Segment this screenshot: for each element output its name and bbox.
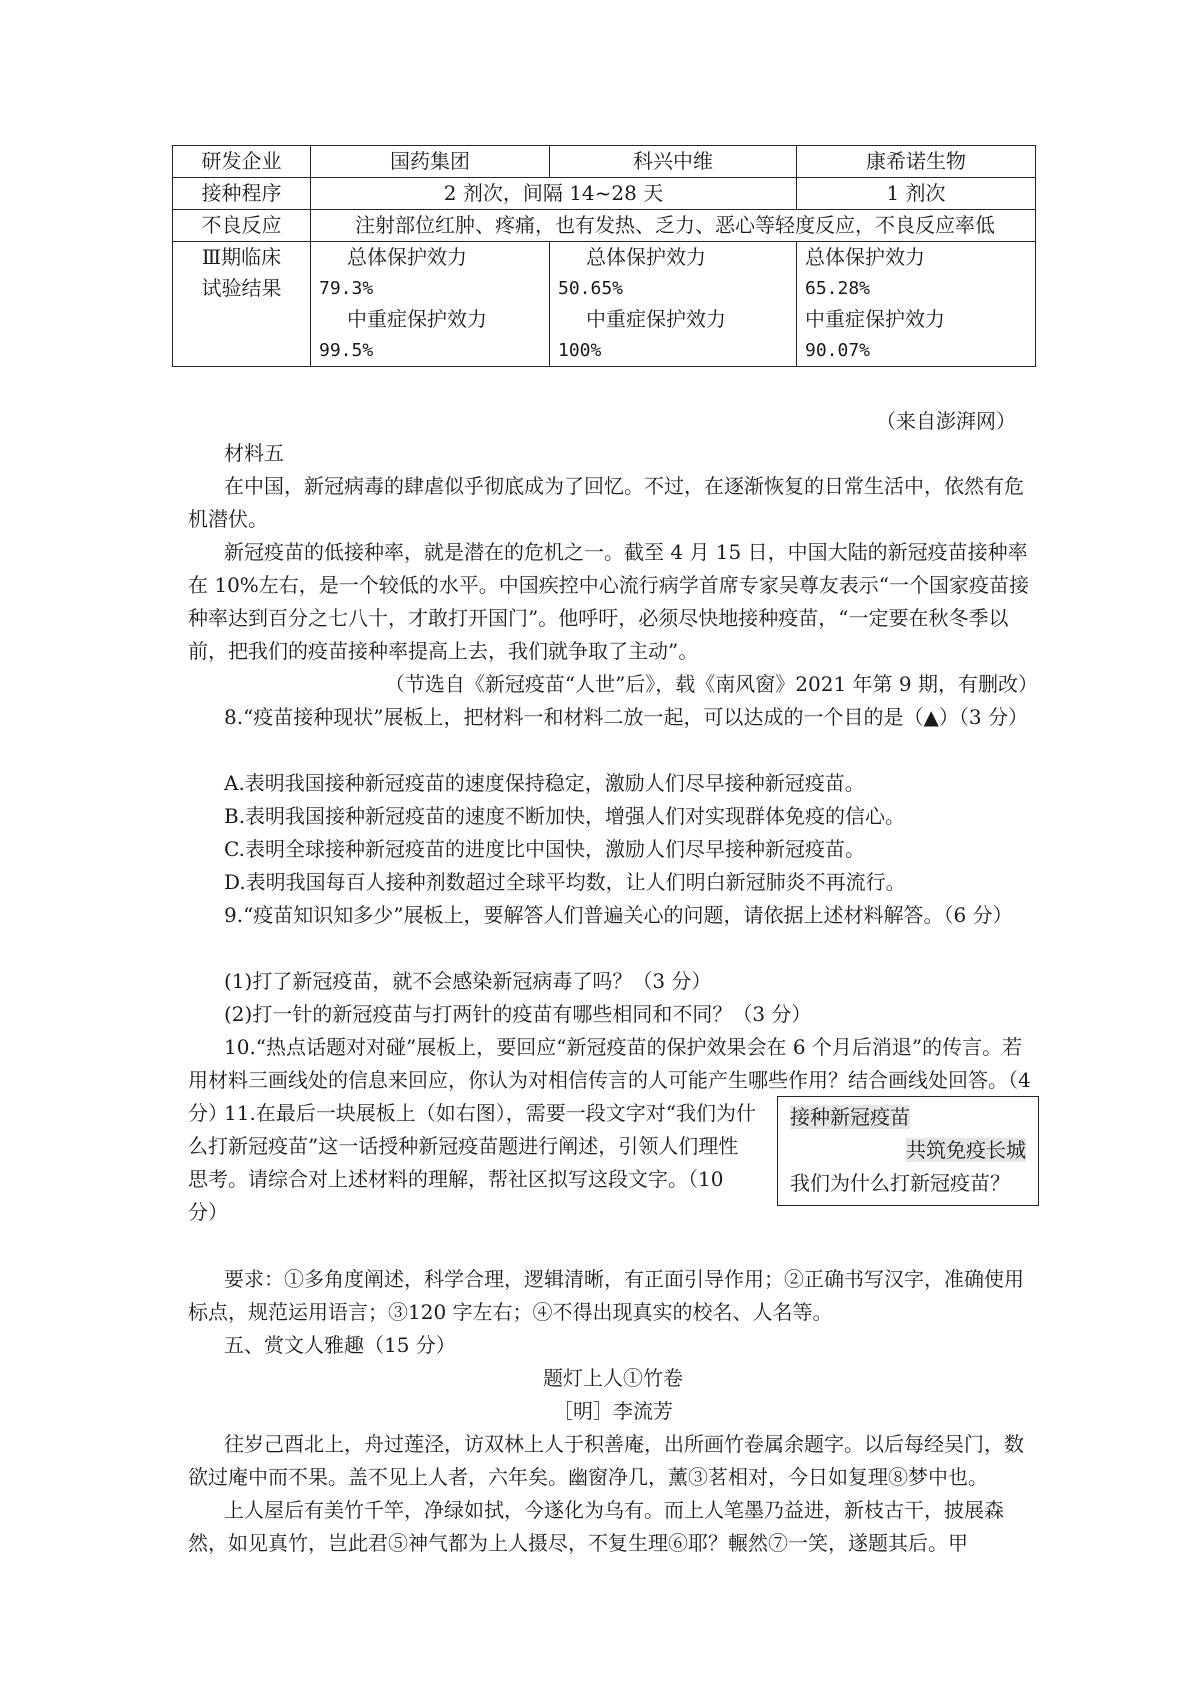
table-cell: 2 剂次，间隔 14~28 天: [311, 178, 797, 210]
table-cell: 注射部位红肿、疼痛，也有发热、乏力、恶心等轻度反应，不良反应率低: [311, 210, 1036, 242]
table-cell: [797, 242, 1036, 367]
table-row: [173, 178, 1036, 210]
poster-line-1: 接种新冠疫苗: [790, 1105, 910, 1129]
severe-label: 中重症保护效力: [586, 307, 726, 331]
row-label: 不良反应: [173, 210, 311, 242]
overall-label: 总体保护效力: [805, 245, 925, 269]
severe-value: 99.5%: [319, 340, 374, 361]
table-header-cell: 康希诺生物: [797, 146, 1036, 178]
vaccine-comparison-table: [172, 145, 1036, 367]
poem-paragraph-1: 往岁己酉北上，舟过莲泾，访双林上人于积善庵，出所画竹卷属余题字。以后每经吴门，数欲过庵中而不果。盖不见上人者，六年矣。幽窗净几，薰③茗相对，今日如复理⑧梦中也。: [188, 1432, 1024, 1489]
question-9-sub-1: (1)打了新冠疫苗，就不会感染新冠病毒了吗？（3 分）: [224, 969, 712, 993]
row-label-line: Ⅲ期临床: [201, 245, 282, 269]
row-label: 接种程序: [173, 178, 311, 210]
table-source: （来自澎湃网）: [876, 409, 1016, 433]
question-10: 10.“热点话题对对碰”展板上，要回应“新冠疫苗的保护效果会在 6 个月后消退”的传言。若用材料三画线处的信息来回应，你认为对相信传言的人可能产生哪些作用？结合画线处回答。（4 分）: [188, 1035, 1031, 1125]
overall-value: 79.3%: [319, 278, 374, 299]
poster-line-3: 我们为什么打新冠疫苗？: [790, 1171, 1010, 1195]
table-row: [173, 210, 1036, 242]
table-row: [173, 146, 1036, 178]
table-header-cell: 国药集团: [311, 146, 550, 178]
row-label: [173, 242, 311, 367]
row-label-line: 试验结果: [201, 276, 282, 300]
question-8-option-d: D.表明我国每百人接种剂数超过全球平均数，让人们明白新冠肺炎不再流行。: [224, 870, 906, 894]
severe-label: 中重症保护效力: [805, 307, 945, 331]
overall-value: 50.65%: [558, 278, 624, 299]
requirements: 要求：①多角度阐述，科学合理，逻辑清晰，有正面引导作用；②正确书写汉字，准确使用标点，规范运用语言；③120 字左右；④不得出现真实的校名、人名等。: [188, 1267, 1024, 1324]
material5-paragraph-2: 新冠疫苗的低接种率，就是潜在的危机之一。截至 4 月 15 日，中国大陆的新冠疫苗接种率在 10%左右，是一个较低的水平。中国疾控中心流行病学首席专家吴尊友表示“一个国家疫苗接种率达到百分之七八十，才敢打开国门”。他呼吁，必须尽快地接种疫苗，“一定要在秋冬季以前，把我们的疫苗接种率提高上去，我们就争取了主动”。: [188, 540, 1030, 663]
table-cell: [550, 242, 797, 367]
question-9-sub-2: (2)打一针的新冠疫苗与打两针的疫苗有哪些相同和不同？（3 分）: [224, 1002, 812, 1026]
material5-title: 材料五: [224, 441, 284, 465]
overall-value: 65.28%: [805, 278, 871, 299]
poem-paragraph-2: 上人屋后有美竹千竿，净绿如拭，今遂化为乌有。而上人笔墨乃益进，新枝古干，披展森然，如见真竹，岂此君⑤神气都为上人摄尽，不复生理⑥耶？輾然⑦一笑，遂题其后。甲: [188, 1498, 1004, 1555]
material5-source: （节选自《新冠疫苗“人世”后》，载《南风窗》2021 年第 9 期，有删改）: [384, 672, 1038, 696]
poem-title: 题灯上人①竹卷: [543, 1366, 683, 1390]
table-header-cell: 研发企业: [173, 146, 311, 178]
severe-value: 90.07%: [805, 340, 871, 361]
table-header-cell: 科兴中维: [550, 146, 797, 178]
overall-label: 总体保护效力: [347, 245, 467, 269]
question-8-option-c: C.表明全球接种新冠疫苗的进度比中国快，激励人们尽早接种新冠疫苗。: [224, 837, 865, 861]
question-8-option-a: A.表明我国接种新冠疫苗的速度保持稳定，激励人们尽早接种新冠疫苗。: [224, 771, 865, 795]
poster-box: [777, 1096, 1039, 1206]
material5-paragraph-1: 在中国，新冠病毒的肆虐似乎彻底成为了回忆。不过，在逐渐恢复的日常生活中，依然有危机潜伏。: [188, 474, 1024, 531]
question-11: 11.在最后一块展板上（如右图），需要一段文字对“我们为什么打新冠疫苗”这一话授种新冠疫苗题进行阐述，引领人们理性思考。请综合对上述材料的理解，帮社区拟写这段文字。（10 分）: [188, 1101, 757, 1224]
question-8-stem: 8.“疫苗接种现状”展板上，把材料一和材料二放一起，可以达成的一个目的是（▲）（3 分）: [224, 705, 1028, 729]
severe-label: 中重症保护效力: [347, 307, 487, 331]
table-cell: [311, 242, 550, 367]
severe-value: 100%: [558, 340, 602, 361]
section-5-heading: 五、赏文人雅趣（15 分）: [224, 1333, 456, 1357]
overall-label: 总体保护效力: [586, 245, 706, 269]
question-9-stem: 9.“疫苗知识知多少”展板上，要解答人们普遍关心的问题，请依据上述材料解答。（6 分）: [224, 903, 1013, 927]
question-8-option-b: B.表明我国接种新冠疫苗的速度不断加快，增强人们对实现群体免疫的信心。: [224, 804, 906, 828]
poem-author: ［明］李流芳: [553, 1399, 673, 1423]
table-cell: 1 剂次: [797, 178, 1036, 210]
table-row: [173, 242, 1036, 367]
poster-line-2: 共筑免疫长城: [906, 1138, 1026, 1162]
